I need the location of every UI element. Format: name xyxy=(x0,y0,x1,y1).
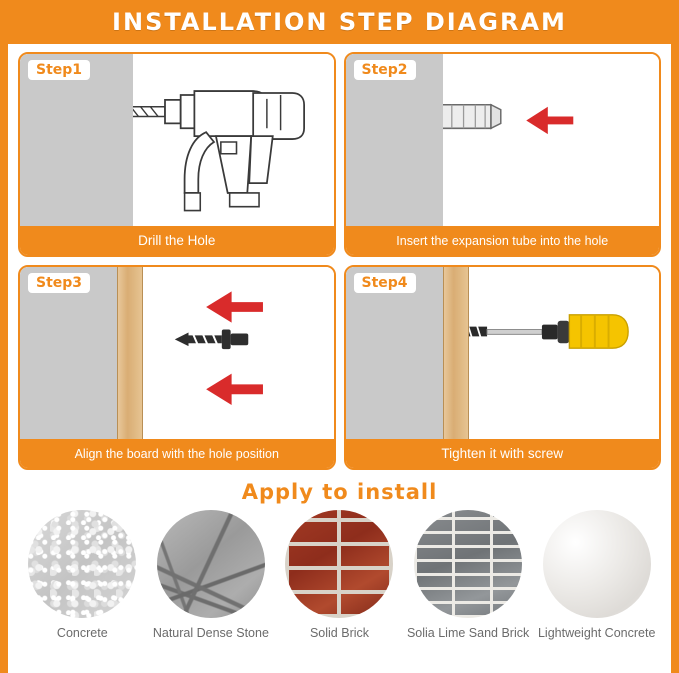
step-card-4 xyxy=(344,265,662,470)
red-arrow-left-icon-bottom xyxy=(206,374,263,405)
step-card-3 xyxy=(18,265,336,470)
red-arrow-left-icon-top xyxy=(206,291,263,322)
material-label: Solia Lime Sand Brick xyxy=(406,626,530,640)
solid-brick-swatch xyxy=(285,510,393,618)
apply-section-title: Apply to install xyxy=(241,480,438,504)
wall-surface xyxy=(346,54,443,230)
wall-surface xyxy=(346,267,443,443)
concrete-swatch xyxy=(28,510,136,618)
step-badge-2: Step2 xyxy=(354,60,416,80)
step-3-illustration xyxy=(20,267,334,443)
step-1-illustration xyxy=(20,54,334,230)
step-badge-3: Step3 xyxy=(28,273,90,293)
board-icon xyxy=(117,267,143,443)
material-label: Lightweight Concrete xyxy=(537,626,656,640)
page-title: INSTALLATION STEP DIAGRAM xyxy=(8,0,671,44)
screw-icon xyxy=(175,330,248,350)
step-card-1 xyxy=(18,52,336,257)
material-item xyxy=(277,510,402,642)
board-icon xyxy=(443,267,469,443)
step-4-illustration xyxy=(346,267,660,443)
step-caption-1: Drill the Hole xyxy=(20,226,334,255)
step-caption-4: Tighten it with screw xyxy=(346,439,660,468)
material-item xyxy=(20,510,145,642)
natural-dense-stone-swatch xyxy=(157,510,265,618)
wall-surface xyxy=(20,54,133,230)
material-item xyxy=(149,510,274,642)
red-arrow-left-icon xyxy=(526,107,573,134)
step-caption-3: Align the board with the hole position xyxy=(20,439,334,468)
step-2-illustration xyxy=(346,54,660,230)
step-badge-1: Step1 xyxy=(28,60,90,80)
step-badge-4: Step4 xyxy=(354,273,416,293)
material-label: Solid Brick xyxy=(309,626,370,640)
step-caption-2: Insert the expansion tube into the hole xyxy=(346,226,660,255)
lightweight-concrete-swatch xyxy=(543,510,651,618)
material-item xyxy=(534,510,659,642)
steps-grid xyxy=(8,44,671,474)
material-item xyxy=(406,510,531,642)
screwdriver-icon xyxy=(487,315,628,348)
solia-lime-sand-brick-swatch xyxy=(414,510,522,618)
material-label: Natural Dense Stone xyxy=(152,626,269,640)
materials-list xyxy=(8,506,671,650)
step-card-2 xyxy=(344,52,662,257)
material-label: Concrete xyxy=(56,626,108,640)
wall-surface xyxy=(20,267,117,443)
